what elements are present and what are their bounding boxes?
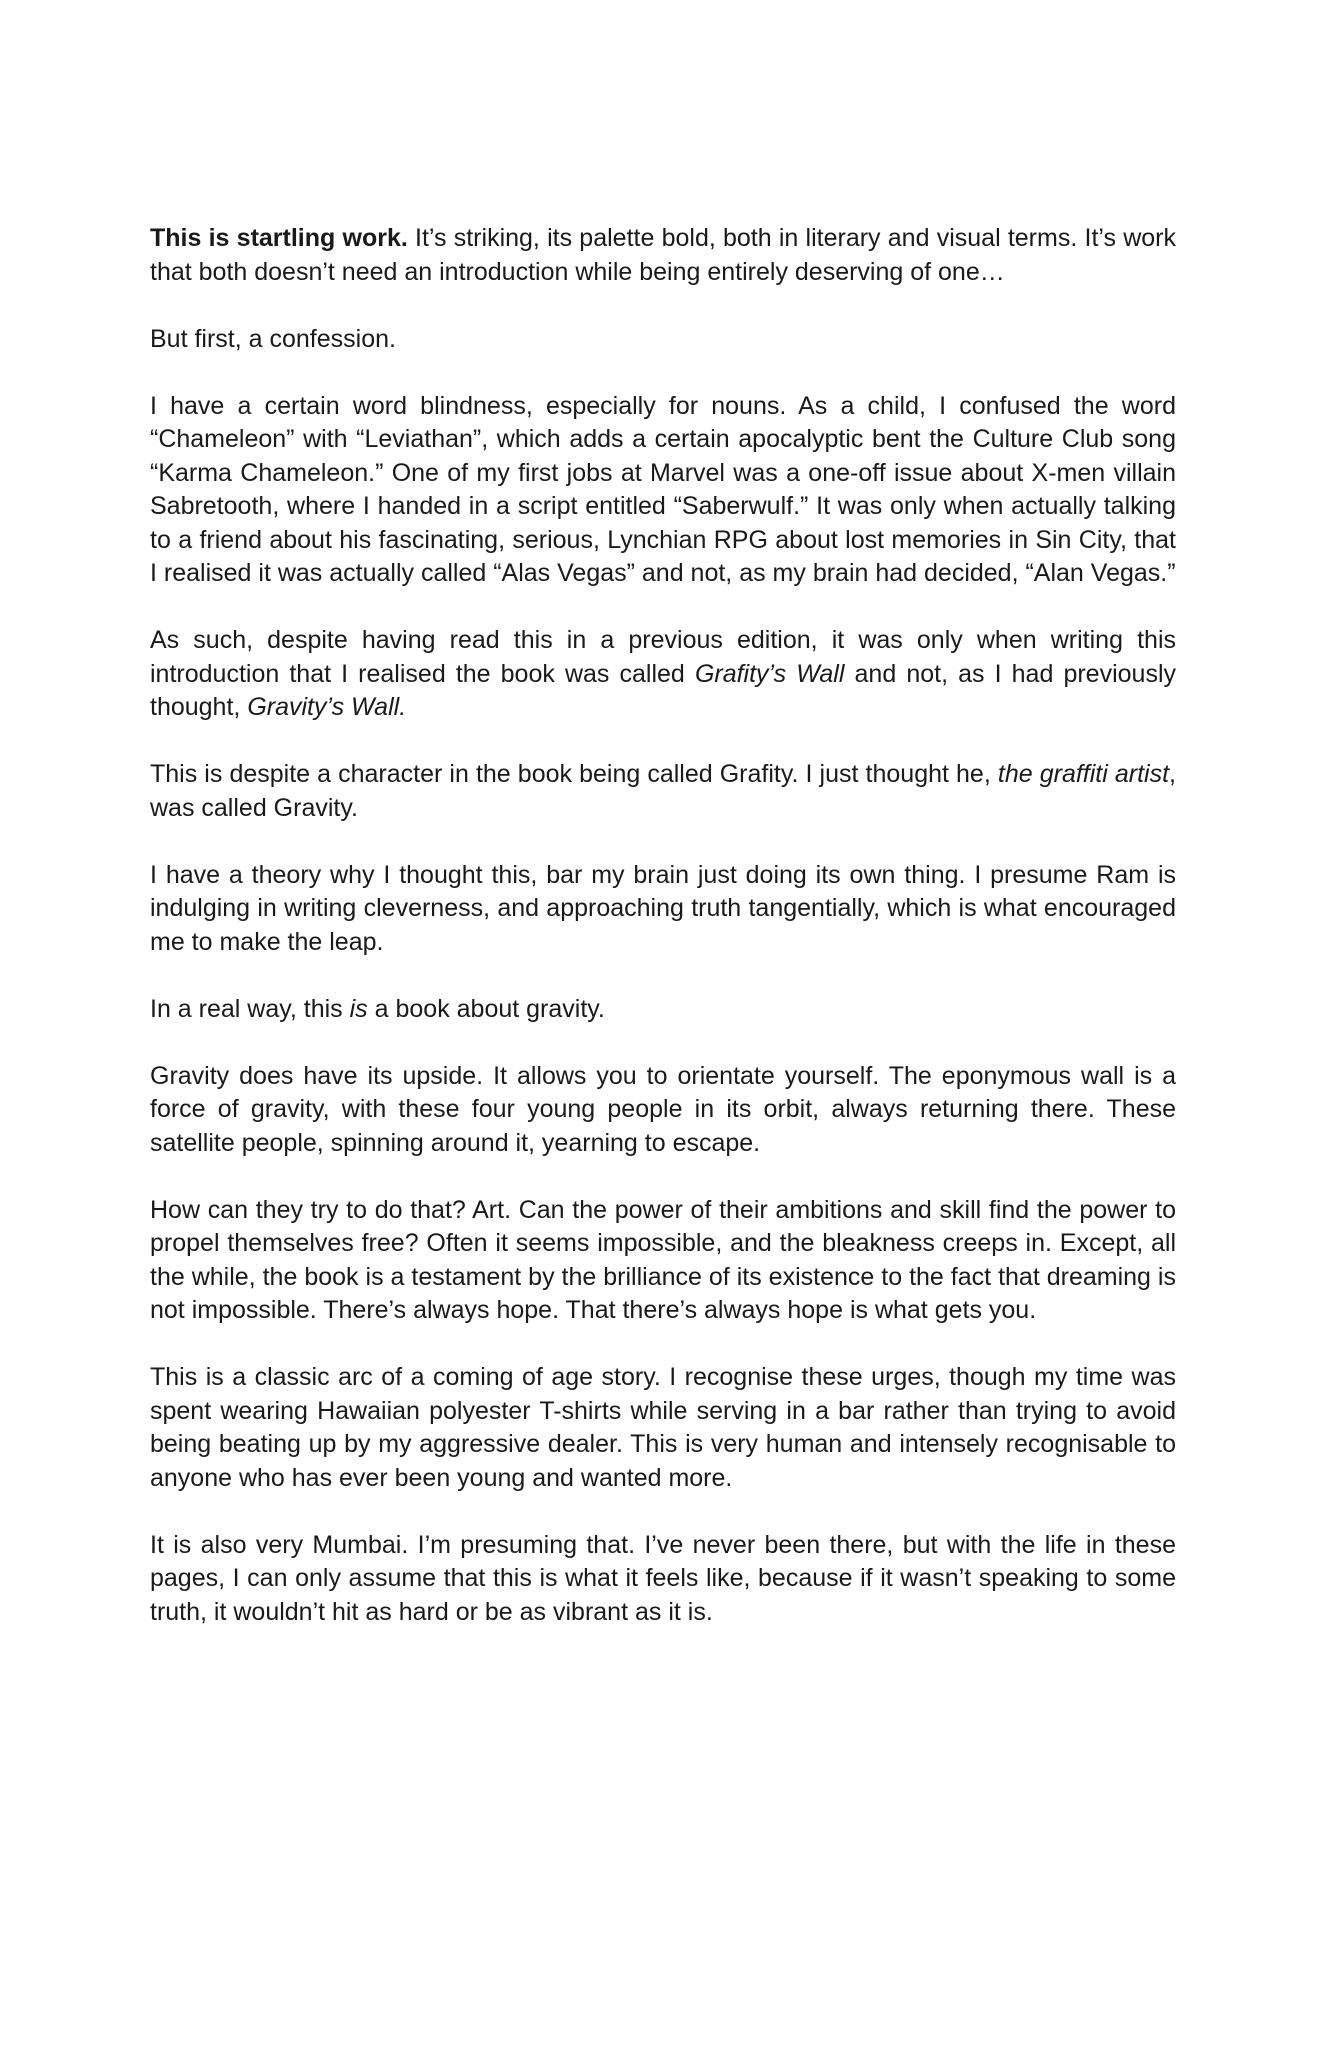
paragraph-4-title-grafity: Grafity’s Wall — [694, 659, 845, 688]
paragraph-3 — [150, 390, 1176, 591]
paragraph-11-text: It is also very Mumbai. I’m presuming that. I’ve never been there, but with the life in these pages, I can only assume that this is what it feels like, because if it wasn’t speaking to some truth, it wouldn’t hit as hard or be as vibrant as it is. — [150, 1530, 1176, 1626]
paragraph-4-text-a: As such, despite having read this in a previous edition, it was only when writing this introduction that I realised the book was called — [150, 626, 1176, 688]
paragraph-9 — [150, 1194, 1176, 1328]
paragraph-7 — [150, 993, 1176, 1027]
paragraph-1-lead: This is startling work. — [150, 224, 408, 252]
paragraph-7-text-b: a book about gravity. — [367, 994, 605, 1023]
paragraph-1 — [150, 222, 1176, 289]
paragraph-7-text-a: In a real way, this — [150, 994, 350, 1023]
paragraph-4-text-b: and not, as I had previously thought, — [150, 659, 1176, 721]
paragraph-4 — [150, 624, 1176, 725]
paragraph-10-text: This is a classic arc of a coming of age story. I recognise these urges, though my time was spent wearing Hawaiian polyester T-shirts while serving in a bar rather than trying to avoid being beating up by my aggressive dealer. This is very human and intensely recognisable to anyone who has ever been young and wanted more. — [150, 1363, 1176, 1492]
paragraph-6-text: I have a theory why I thought this, bar my brain just doing its own thing. I presume Ram is indulging in writing cleverness, and approaching truth tangentially, which is what encouraged me to make the leap. — [150, 860, 1176, 956]
paragraph-7-emphasis: is — [349, 994, 368, 1023]
document-body — [150, 222, 1176, 1663]
paragraph-2 — [150, 323, 1176, 357]
paragraph-5 — [150, 758, 1176, 825]
paragraph-6 — [150, 859, 1176, 960]
paragraph-5-text-b: , was called Gravity. — [150, 760, 1176, 822]
paragraph-11 — [150, 1529, 1176, 1630]
paragraph-5-text-a: This is despite a character in the book being called Grafity. I just thought he, — [150, 760, 998, 788]
paragraph-4-title-gravity: Gravity’s Wall. — [247, 693, 407, 721]
paragraph-3-text: I have a certain word blindness, especially for nouns. As a child, I confused the word “Chameleon” with “Leviathan”, which adds a certain apocalyptic bent the Culture Club song “Karma Chameleon.” One of my first jobs at Marvel was a one-off issue about X-men villain Sabretooth, where I handed in a script entitled “Saberwulf.” It was only when actually talking to a friend about his fascinating, serious, Lynchian RPG about lost memories in Sin City, that I realised it was actually called “Alas Vegas” and not, as my brain had decided, “Alan Vegas.” — [150, 391, 1176, 587]
paragraph-9-text: How can they try to do that? Art. Can the power of their ambitions and skill find the power to propel themselves free? Often it seems impossible, and the bleakness creeps in. Except, all the while, the book is a testament by the brilliance of its existence to the fact that dreaming is not impossible. There’s always hope. That there’s always hope is what gets you. — [150, 1195, 1176, 1324]
paragraph-8-text: Gravity does have its upside. It allows you to orientate yourself. The eponymous wall is a force of gravity, with these four young people in its orbit, always returning there. These satellite people, spinning around it, yearning to escape. — [150, 1061, 1176, 1157]
paragraph-2-text: But first, a confession. — [150, 324, 396, 353]
paragraph-10 — [150, 1361, 1176, 1495]
paragraph-1-text: It’s striking, its palette bold, both in literary and visual terms. It’s work that both doesn’t need an introduction while being entirely deserving of one… — [150, 224, 1176, 286]
paragraph-8 — [150, 1060, 1176, 1161]
paragraph-5-emphasis: the graffiti artist — [997, 760, 1170, 788]
